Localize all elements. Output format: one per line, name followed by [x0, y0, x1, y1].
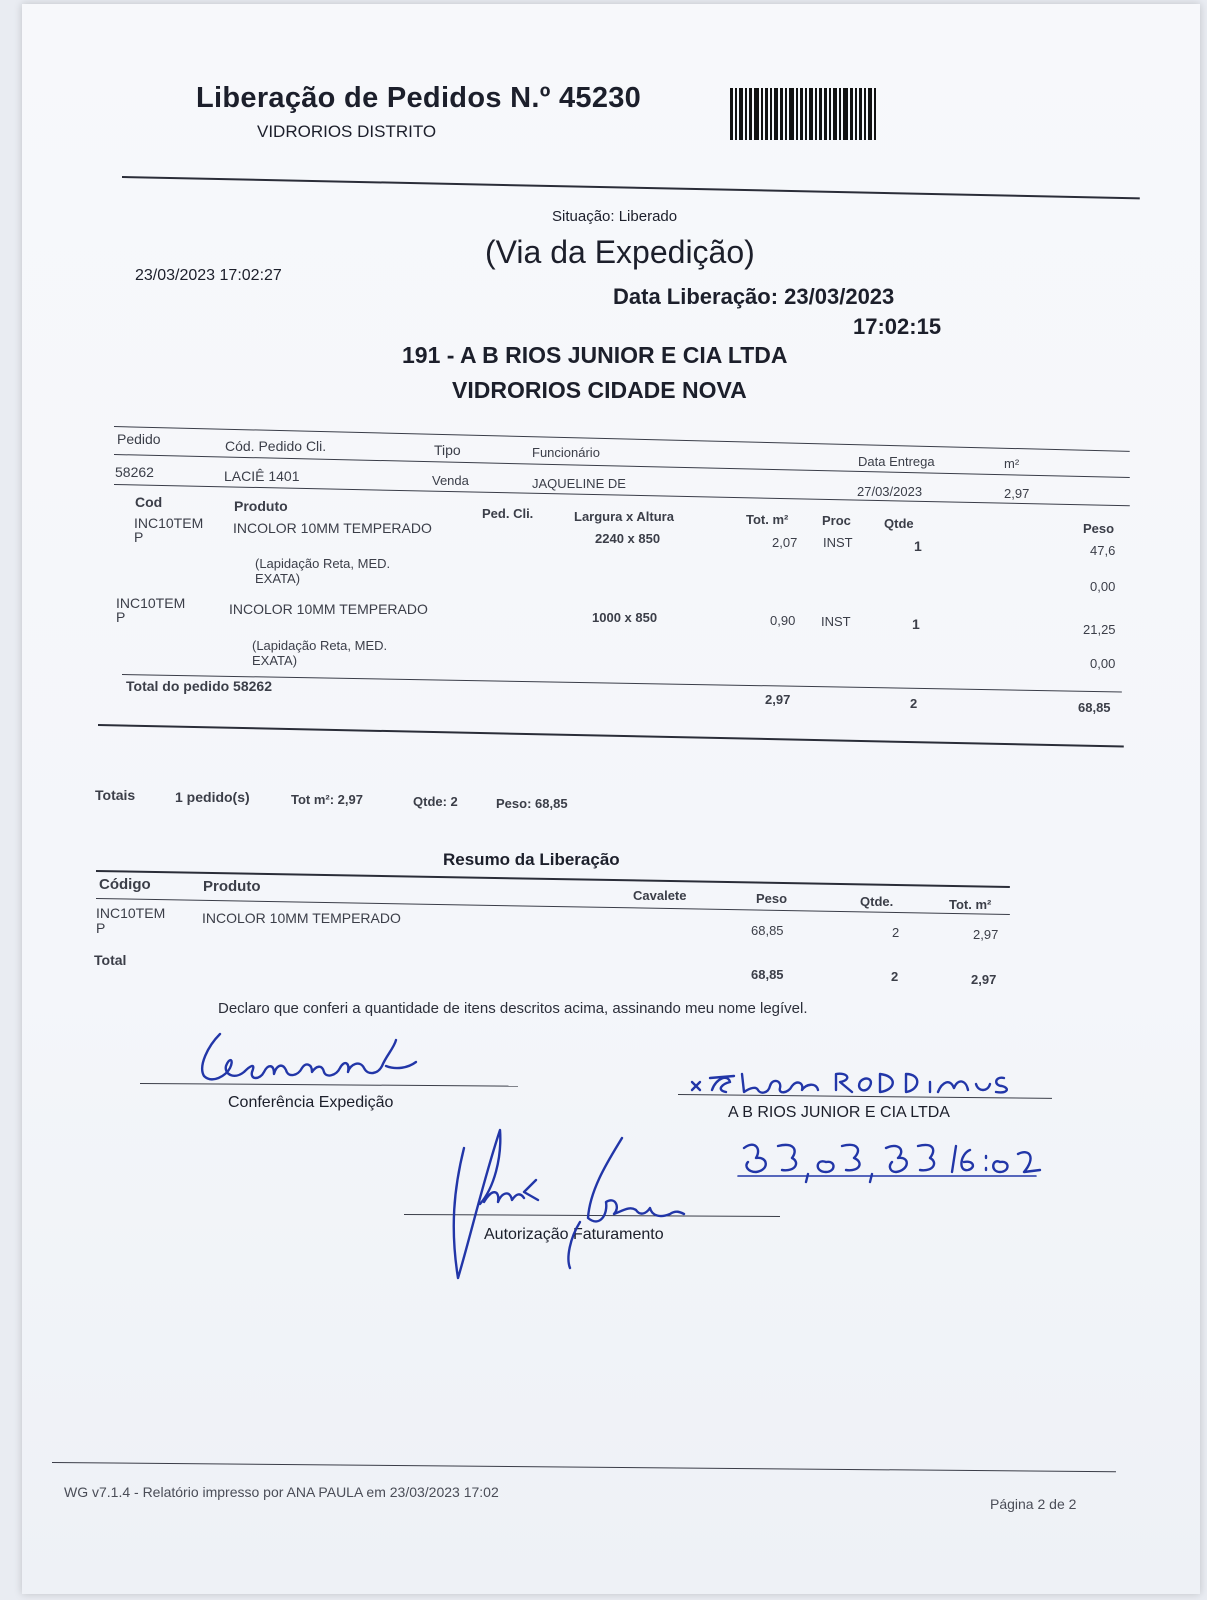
resumo-row-codigo-line1: INC10TEM [96, 905, 166, 921]
barcode-bar [864, 88, 866, 140]
barcode-bar [824, 88, 827, 140]
barcode-bar [805, 88, 807, 140]
item-1-cod [134, 516, 203, 544]
item-2-produto: INCOLOR 10MM TEMPERADO [229, 601, 428, 617]
totals-qtde: Qtde: 2 [413, 794, 458, 809]
conferencia-label: Conferência Expedição [228, 1094, 394, 1111]
item-1-qtde: 1 [914, 538, 922, 554]
order-total-label: Total do pedido 58262 [126, 678, 272, 694]
barcode-bar [850, 88, 853, 140]
barcode-bar [765, 88, 768, 140]
company-name: VIDRORIOS DISTRITO [257, 122, 437, 141]
resumo-total-tot-m2: 2,97 [971, 972, 997, 987]
barcode-bar [809, 88, 813, 140]
items-col-produto: Produto [234, 498, 288, 514]
barcode-bar [833, 88, 837, 140]
totals-label: Totais [95, 787, 136, 803]
print-timestamp: 23/03/2023 17:02:27 [135, 267, 282, 284]
item-1-detail-line1: (Lapidação Reta, MED. [255, 556, 391, 571]
item-2-cod [116, 596, 185, 624]
document-title: Liberação de Pedidos N.º 45230 [196, 82, 642, 114]
item-2-detail-peso: 0,00 [1090, 656, 1116, 671]
barcode-bar [770, 88, 772, 140]
barcode-bar [785, 88, 787, 140]
resumo-row-tot-m2: 2,97 [973, 927, 999, 942]
item-1-cod-line2: P [134, 529, 144, 545]
col-funcionario: Funcionário [532, 445, 600, 460]
item-1-peso: 47,6 [1090, 543, 1116, 558]
barcode-bar [780, 88, 783, 140]
item-1-dims: 2240 x 850 [595, 531, 661, 546]
barcode-bar [749, 88, 752, 140]
totals-peso: Peso: 68,85 [496, 796, 568, 811]
col-tipo: Tipo [434, 442, 461, 458]
item-1-proc: INST [823, 535, 853, 550]
resumo-row-produto: INCOLOR 10MM TEMPERADO [202, 910, 401, 926]
item-2-dims: 1000 x 850 [592, 610, 658, 625]
items-col-qtde: Qtde [884, 516, 914, 531]
barcode-bar [761, 88, 763, 140]
resumo-total-peso: 68,85 [751, 967, 784, 982]
autorizacao-label: Autorização Faturamento [484, 1226, 664, 1243]
col-cod-pedido-cli: Cód. Pedido Cli. [225, 438, 327, 454]
items-col-cod: Cod [135, 494, 163, 510]
resumo-col-produto: Produto [203, 878, 261, 895]
item-1-detail [255, 556, 390, 586]
barcode-bar [774, 88, 778, 140]
item-2-cod-line2: P [116, 609, 126, 625]
via-label: (Via da Expedição) [485, 234, 755, 270]
col-pedido: Pedido [117, 431, 161, 447]
resumo-row-peso: 68,85 [751, 923, 784, 938]
signature-leonardo [190, 1026, 430, 1094]
barcode-bar [815, 88, 817, 140]
item-1-detail-peso: 0,00 [1090, 579, 1116, 594]
resumo-total-qtde: 2 [891, 969, 899, 984]
barcode-bar [819, 88, 822, 140]
item-2-tot-m2: 0,90 [770, 613, 796, 628]
barcode [730, 88, 908, 140]
resumo-row-qtde: 2 [892, 925, 900, 940]
barcode-bar [855, 88, 857, 140]
items-col-ped-cli: Ped. Cli. [482, 506, 534, 521]
tipo-value: Venda [432, 473, 469, 488]
pedido-value: 58262 [115, 464, 154, 480]
barcode-bar [739, 88, 743, 140]
items-col-dims: Largura x Altura [574, 509, 674, 524]
barcode-bar [843, 88, 848, 140]
footer-page-number: Página 2 de 2 [990, 1496, 1077, 1512]
data-liberacao-time: 17:02:15 [853, 314, 942, 339]
item-1-detail-line2: EXATA) [255, 571, 301, 586]
item-2-peso: 21,25 [1083, 622, 1116, 637]
items-col-tot-m2: Tot. m² [746, 512, 789, 527]
signature-autorizacao [440, 1118, 710, 1288]
col-data-entrega: Data Entrega [858, 454, 935, 469]
cliente-signature-label: A B RIOS JUNIOR E CIA LTDA [728, 1104, 950, 1121]
totals-tot-m2: Tot m²: 2,97 [291, 792, 363, 807]
item-2-detail-line2: EXATA) [252, 653, 298, 668]
resumo-row-codigo [96, 906, 165, 936]
order-total-peso: 68,85 [1078, 700, 1111, 715]
item-2-detail [252, 638, 387, 668]
item-2-detail-line1: (Lapidação Reta, MED. [252, 638, 388, 653]
barcode-bar [735, 88, 737, 140]
resumo-total-label: Total [94, 952, 127, 968]
barcode-bar [754, 88, 759, 140]
item-2-qtde: 1 [912, 616, 920, 632]
resumo-col-cavalete: Cavalete [633, 888, 687, 903]
item-2-proc: INST [821, 614, 851, 629]
order-total-qtde: 2 [910, 696, 918, 711]
signature-cliente-handwritten [686, 1060, 1026, 1102]
barcode-bar [796, 88, 798, 140]
col-m2: m² [1004, 456, 1020, 471]
resumo-title: Resumo da Liberação [443, 850, 620, 869]
declaration-text: Declaro que conferi a quantidade de itens descritos acima, assinando meu nome legível. [218, 1000, 808, 1017]
barcode-bar [859, 88, 862, 140]
store-name: VIDRORIOS CIDADE NOVA [452, 377, 747, 403]
resumo-col-tot-m2: Tot. m² [949, 897, 992, 912]
barcode-bar [874, 88, 876, 140]
funcionario-value: JAQUELINE DE [532, 476, 626, 491]
handwritten-date [734, 1138, 1044, 1192]
resumo-col-codigo: Código [99, 876, 151, 893]
items-col-peso: Peso [1083, 521, 1115, 536]
resumo-col-qtde: Qtde. [860, 894, 894, 909]
footer-printed-by: WG v7.1.4 - Relatório impresso por ANA PAULA em 23/03/2023 17:02 [64, 1484, 499, 1500]
data-entrega-value: 27/03/2023 [857, 484, 923, 499]
resumo-row-codigo-line2: P [96, 920, 106, 936]
barcode-bar [730, 88, 733, 140]
totals-pedidos: 1 pedido(s) [175, 789, 250, 805]
items-col-proc: Proc [822, 513, 851, 528]
item-1-tot-m2: 2,07 [772, 535, 798, 550]
barcode-bar [868, 88, 872, 140]
order-total-tot-m2: 2,97 [765, 692, 791, 707]
client-name: 191 - A B RIOS JUNIOR E CIA LTDA [402, 342, 788, 368]
cod-pedido-cli-value: LACIÊ 1401 [224, 468, 300, 484]
resumo-col-peso: Peso [756, 891, 788, 906]
barcode-bar [789, 88, 794, 140]
data-liberacao: Data Liberação: 23/03/2023 [613, 284, 895, 309]
situacao-label: Situação: Liberado [552, 208, 678, 225]
barcode-bar [839, 88, 841, 140]
item-1-produto: INCOLOR 10MM TEMPERADO [233, 520, 432, 536]
barcode-bar [745, 88, 747, 140]
barcode-bar [800, 88, 803, 140]
item-2-cod-line1: INC10TEM [116, 595, 186, 611]
barcode-bar [829, 88, 831, 140]
m2-value: 2,97 [1004, 486, 1030, 501]
item-1-cod-line1: INC10TEM [134, 515, 204, 531]
